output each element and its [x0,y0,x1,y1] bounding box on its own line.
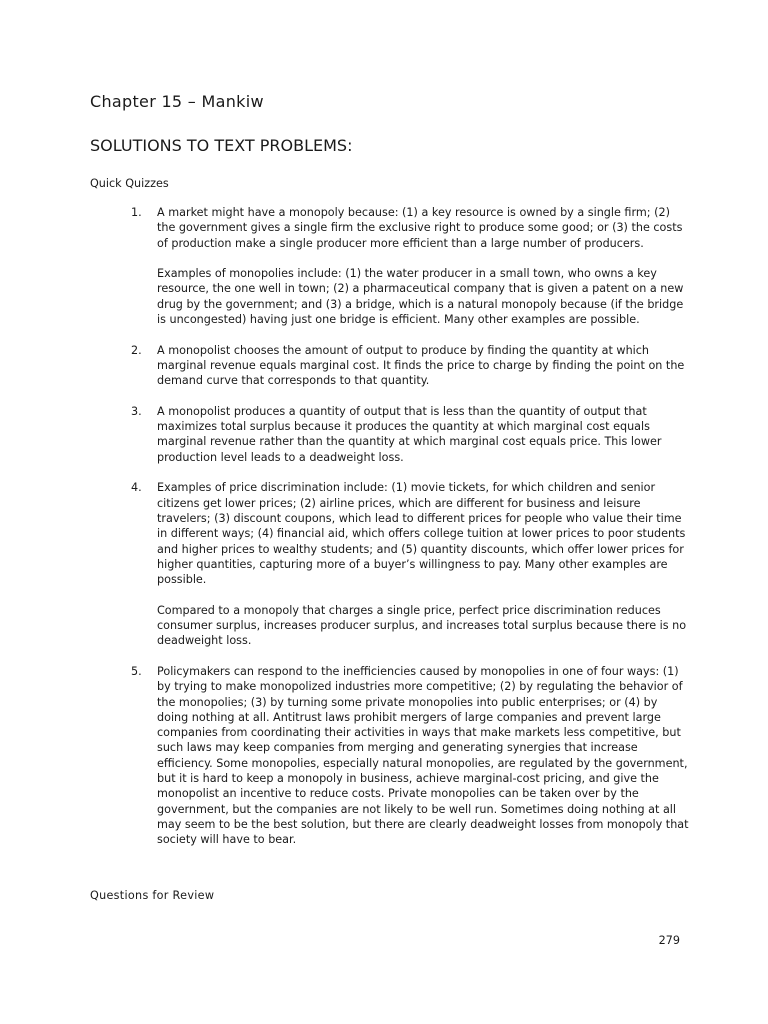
answer-paragraph: Examples of monopolies include: (1) the water producer in a small town, who owns a key resource, the one well in town; (2) a pharmaceutical company that is given a patent on a new drug by the government; and (3) a bridge, which is a natural monopoly because (if the bridge is uncongested) having just one bridge is efficient. Many other examples are possible. [157,267,684,327]
page-number: 279 [658,934,680,947]
quiz-answer-item [131,205,691,327]
answer-paragraph: A monopolist chooses the amount of output to produce by finding the quantity at which marginal revenue equals marginal cost. It finds the price to charge by finding the point on the demand curve that corresponds to that quantity. [157,343,685,388]
questions-for-review-heading: Questions for Review [90,889,215,902]
quiz-answer-item [131,404,691,465]
answer-paragraph: A market might have a monopoly because: (1) a key resource is owned by a single firm; (2) the government gives a single firm the exclusive right to produce some good; or (3) the costs of production make a single producer more efficient than a large number of producers. [157,206,683,250]
chapter-title: Chapter 15 – Mankiw [90,92,264,111]
quiz-answer-item [131,343,691,389]
quick-quizzes-heading: Quick Quizzes [90,177,169,190]
answer-number: 5. [131,664,142,678]
answer-paragraph: Examples of price discrimination include: (1) movie tickets, for which children and senior citizens get lower prices; (2) airline prices, which are different for business and leisure travelers; (3) discount coupons, which lead to different prices for people who value their time in different ways; (4) financial aid, which offers college tuition at lower prices to poor students and higher prices to wealthy students; and (5) quantity discounts, which offer lower prices for higher quantities, capturing more of a buyer’s willingness to pay. Many other examples are possible. [157,481,686,587]
answer-paragraph: Compared to a monopoly that charges a single price, perfect price discrimination reduces consumer surplus, increases producer surplus, and increases total surplus because there is no deadweight loss. [157,603,687,648]
quiz-answer-item [131,664,691,848]
answer-paragraph: Policymakers can respond to the inefficiencies caused by monopolies in one of four ways: (1) by trying to make monopolized industries more competitive; (2) by regulating the behavior of the monopolies; (3) by turning some private monopolies into public enterprises; or (4) by doing nothing at all. Antitrust laws prohibit mergers of large companies and prevent large companies from coordinating their activities in ways that make markets less competitive, but such laws may keep companies from merging and generating synergies that increase efficiency. Some monopolies, especially natural monopolies, are regulated by the government, but it is hard to keep a monopoly in business, achieve marginal-cost pricing, and give the monopolist an incentive to reduce costs. Private monopolies can be taken over by the government, but the companies are not likely to be well run. Sometimes doing nothing at all may seem to be the best solution, but there are clearly deadweight losses from monopoly that society will have to bear. [157,664,689,847]
answer-number: 3. [131,404,142,418]
answer-number: 1. [131,206,142,219]
quick-quiz-answers-list [131,205,691,863]
answer-number: 4. [131,481,142,495]
answer-number: 2. [131,343,142,357]
section-title: SOLUTIONS TO TEXT PROBLEMS: [90,136,353,155]
quiz-answer-item [131,480,691,648]
answer-paragraph: A monopolist produces a quantity of output that is less than the quantity of output that maximizes total surplus because it produces the quantity at which marginal cost equals marginal revenue rather than the quantity at which marginal cost equals price. This lower production level leads to a deadweight loss. [157,404,662,464]
